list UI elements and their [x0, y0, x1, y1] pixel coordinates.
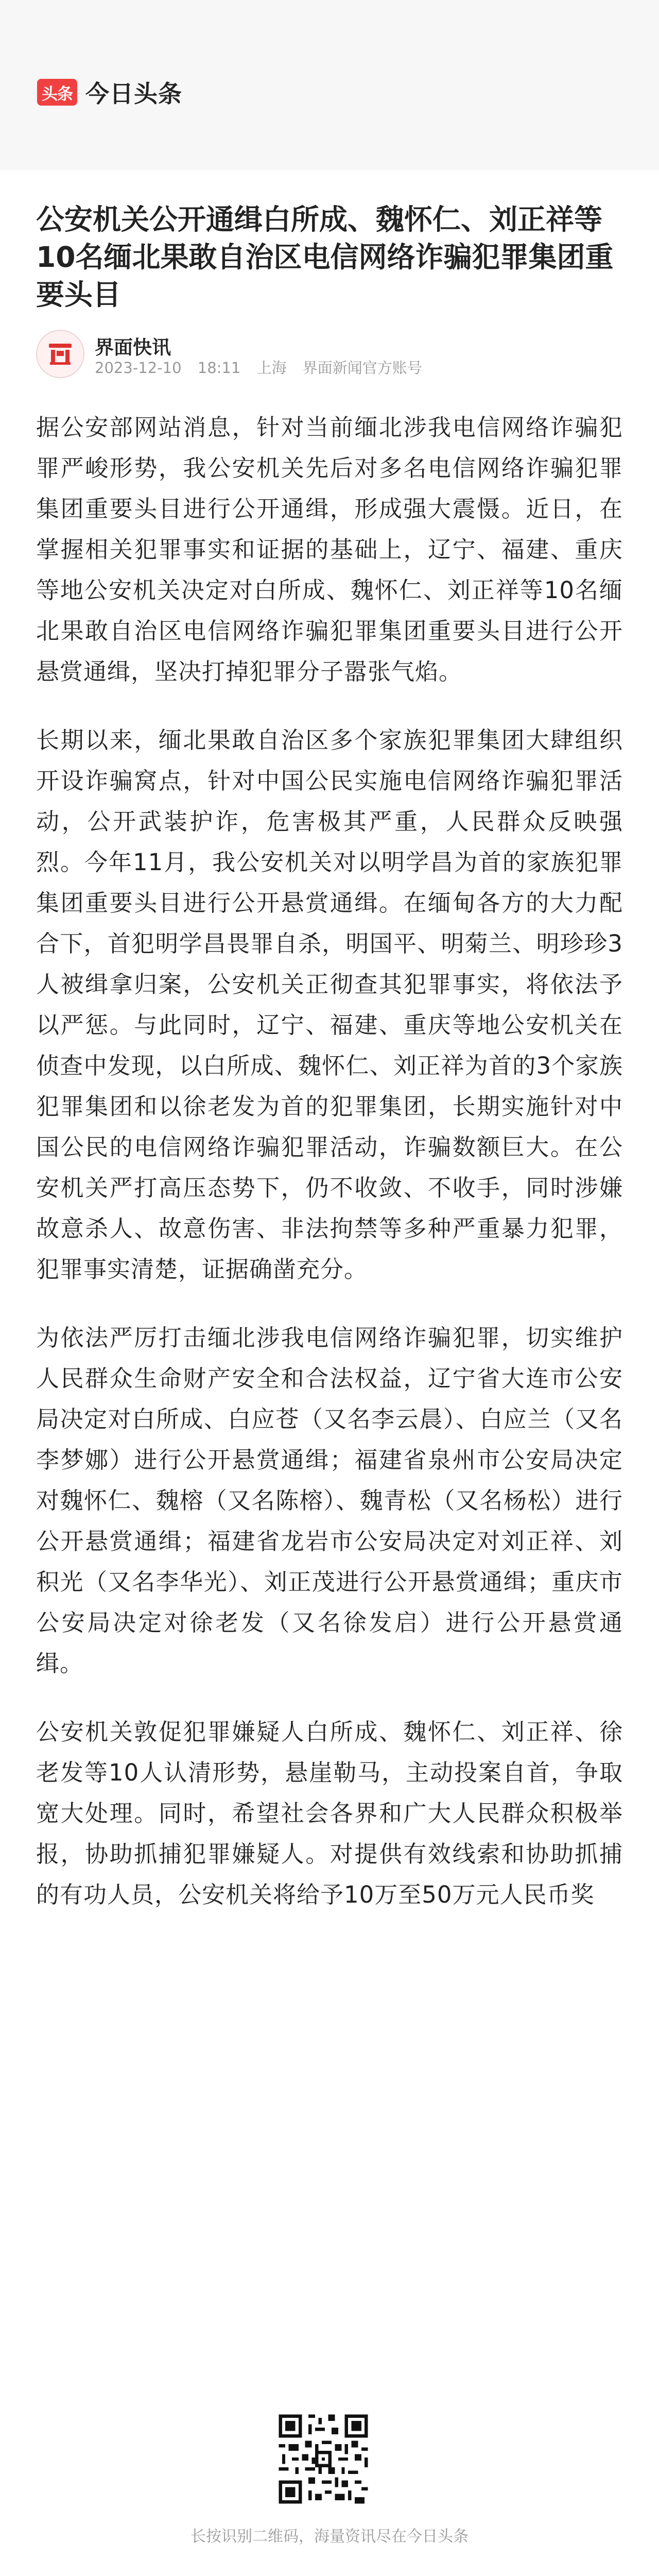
qr-code-icon[interactable] [275, 2411, 371, 2507]
publish-date: 2023-12-10 [95, 359, 182, 377]
article-paragraph: 为依法严厉打击缅北涉我电信网络诈骗犯罪，切实维护人民群众生命财产安全和合法权益，辽宁省大连市公安局决定对白所成、白应苍（又名李云晨）、白应兰（又名李梦娜）进行公开悬赏通缉；福建省泉州市公安局决定对魏怀仁、魏榕（又名陈榕）、魏青松（又名杨松）进行公开悬赏通缉；福建省龙岩市公安局决定对刘正祥、刘积光（又名李华光）、刘正茂进行公开悬赏通缉；重庆市公安局决定对徐老发（又名徐发启）进行公开悬赏通缉。 [36, 1324, 623, 1677]
author-source: 界面新闻官方账号 [302, 359, 422, 377]
author-bar [36, 330, 623, 381]
article-title: 公安机关公开通缉白所成、魏怀仁、刘正祥等10名缅北果敢自治区电信网络诈骗犯罪集团重要头目 [36, 203, 614, 311]
jiemian-logo-icon [46, 340, 75, 368]
app-name: 今日头条 [85, 80, 182, 108]
app-logo[interactable] [37, 75, 182, 109]
article-paragraph: 据公安部网站消息，针对当前缅北涉我电信网络诈骗犯罪严峻形势，我公安机关先后对多名电信网络诈骗犯罪集团重要头目进行公开通缉，形成强大震慑。近日，在掌握相关犯罪事实和证据的基础上，辽宁、福建、重庆等地公安机关决定对白所成、魏怀仁、刘正祥等10名缅北果敢自治区电信网络诈骗犯罪集团重要头目进行公开悬赏通缉，坚决打掉犯罪分子嚣张气焰。 [36, 414, 623, 685]
article-paragraph: 长期以来，缅北果敢自治区多个家族犯罪集团大肆组织开设诈骗窝点，针对中国公民实施电信网络诈骗犯罪活动，公开武装护诈，危害极其严重，人民群众反映强烈。今年11月，我公安机关对以明学昌为首的家族犯罪集团重要头目进行公开悬赏通缉。在缅甸各方的大力配合下，首犯明学昌畏罪自杀，明国平、明菊兰、明珍珍3人被缉拿归案，公安机关正彻查其犯罪事实，将依法予以严惩。与此同时，辽宁、福建、重庆等地公安机关在侦查中发现，以白所成、魏怀仁、刘正祥为首的3个家族犯罪集团和以徐老发为首的犯罪集团，长期实施针对中国公民的电信网络诈骗犯罪活动，诈骗数额巨大。在公安机关严打高压态势下，仍不收敛、不收手，同时涉嫌故意杀人、故意伤害、非法拘禁等多种严重暴力犯罪，犯罪事实清楚，证据确凿充分。 [36, 726, 623, 1283]
qr-section [0, 2411, 659, 2545]
article-paragraph: 公安机关敦促犯罪嫌疑人白所成、魏怀仁、刘正祥、徐老发等10人认清形势，悬崖勒马，主动投案自首，争取宽大处理。同时，希望社会各界和广大人民群众积极举报，协助抓捕犯罪嫌疑人。对提供有效线索和协助抓捕的有功人员，公安机关将给予10万至50万元人民币奖 [36, 1718, 623, 1908]
article-body [36, 407, 623, 1943]
author-avatar[interactable] [36, 330, 84, 378]
qr-caption: 长按识别二维码，海量资讯尽在今日头条 [190, 2528, 469, 2546]
article-meta [95, 357, 433, 378]
publish-time: 18:11 [197, 359, 241, 377]
app-header [0, 0, 659, 170]
toutiao-logo-icon: 头条 [37, 79, 77, 106]
publish-location: 上海 [256, 359, 287, 377]
author-name[interactable]: 界面快讯 [95, 336, 171, 359]
